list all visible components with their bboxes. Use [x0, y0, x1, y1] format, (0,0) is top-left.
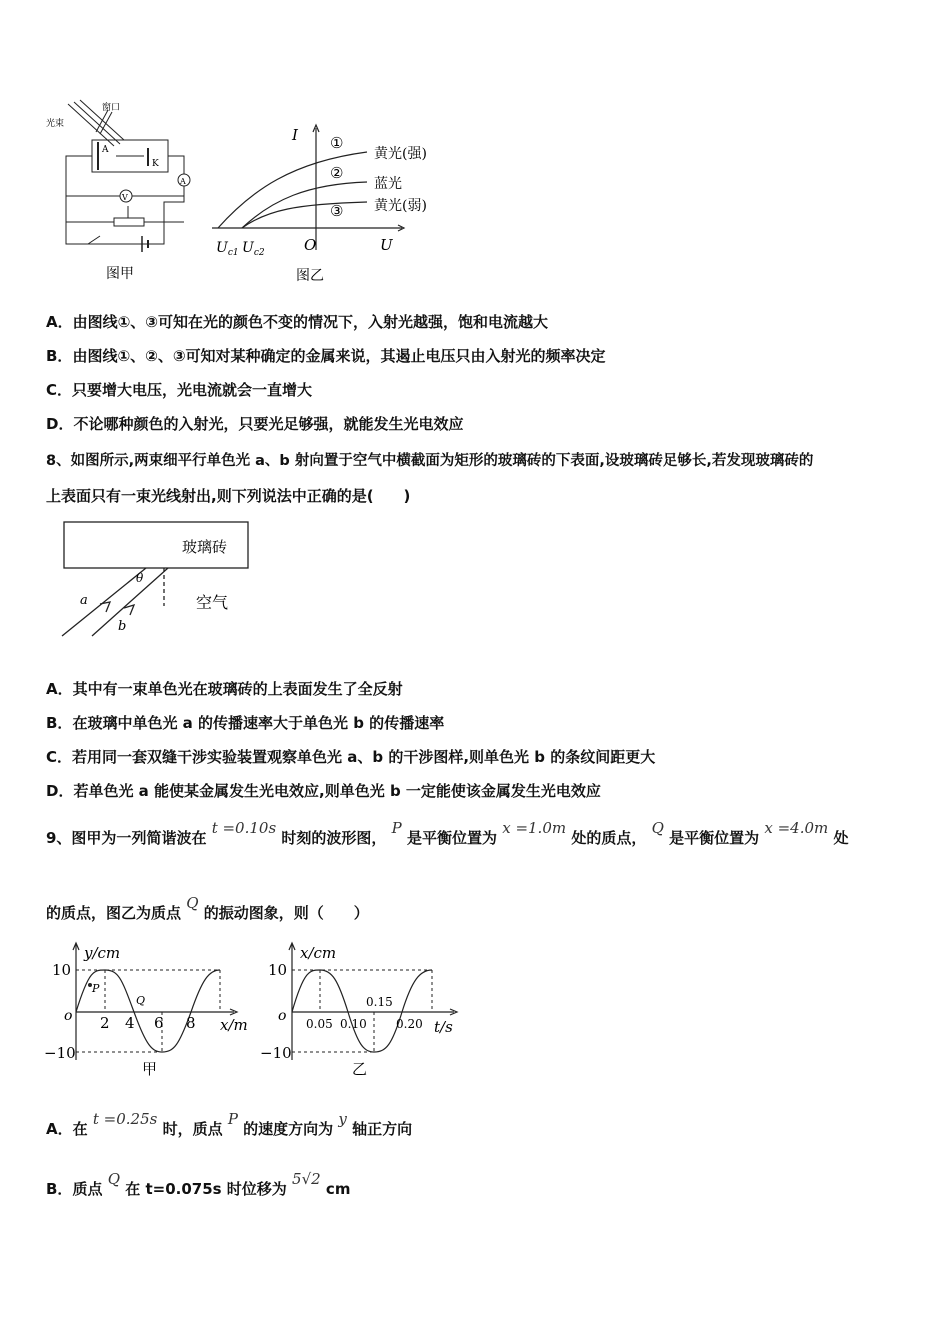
- math-x1: x =1.0m: [502, 819, 567, 837]
- q7-option-a: A．由图线①、③可知在光的颜色不变的情况下，入射光越强，饱和电流越大: [46, 313, 549, 331]
- wave-y-top: 10: [52, 961, 72, 979]
- curve2-label: 蓝光: [374, 176, 402, 192]
- opt-a-math-y: y: [338, 1110, 347, 1128]
- fig7-circuit-diagram: [44, 96, 204, 286]
- vib-caption: 乙: [352, 1060, 368, 1078]
- uc1-label: $U_{c1}$: [216, 240, 239, 258]
- vib-tick-005: 0.05: [306, 1017, 333, 1031]
- q8-option-c: C．若用同一套双缝干涉实验装置观察单色光 a、b 的干涉图样,则单色光 b 的条纹间距更大: [46, 748, 656, 766]
- q8-option-b: B．在玻璃中单色光 a 的传播速率大于单色光 b 的传播速率: [46, 714, 445, 732]
- light-beam-label: 光束: [46, 119, 65, 129]
- cathode-label: K: [152, 159, 159, 169]
- uc2-label: $U_{c2}$: [242, 240, 265, 258]
- q9-option-b: B．质点 Q 在 t=0.075s 时位移为 5√2 cm: [46, 1170, 351, 1198]
- q7-option-d: D．不论哪种颜色的入射光，只要光足够强，就能发生光电效应: [46, 415, 464, 433]
- math-t: t =0.10s: [211, 819, 277, 837]
- axis-u-label: U: [380, 236, 393, 254]
- q9-option-a: A．在 t =0.25s 时，质点 P 的速度方向为 y 轴正方向: [46, 1110, 413, 1138]
- q9-stem-line1: 9、图甲为一列简谐波在 t =0.10s 时刻的波形图， P 是平衡位置为 x =1.0m 处的质点， Q 是平衡位置为 x =4.0m 处: [46, 819, 849, 847]
- curve1-number: ①: [330, 134, 344, 152]
- curve1-label: 黄光(强): [374, 146, 427, 162]
- wave-tick-8: 8: [186, 1014, 196, 1032]
- opt-a-math-p: P: [227, 1110, 238, 1128]
- axis-i-label: I: [292, 126, 298, 144]
- window-label: 窗口: [102, 103, 121, 113]
- fig7-iu-curves: [212, 120, 452, 286]
- theta-label: θ: [136, 571, 144, 585]
- wave-point-p: P: [92, 982, 100, 995]
- opt-b-math-val: 5√2: [292, 1170, 321, 1188]
- air-label: 空气: [196, 593, 229, 612]
- curve3-label: 黄光(弱): [374, 198, 427, 214]
- vib-xlabel: t/s: [434, 1018, 453, 1036]
- wave-tick-2: 2: [100, 1014, 110, 1032]
- fig-jia-caption: 图甲: [106, 266, 134, 282]
- wave-tick-6: 6: [154, 1014, 164, 1032]
- vib-origin: o: [278, 1008, 287, 1024]
- q7-option-c: C．只要增大电压，光电流就会一直增大: [46, 381, 313, 399]
- vib-tick-020: 0.20: [396, 1017, 423, 1031]
- wave-origin: o: [64, 1008, 73, 1024]
- wave-y-bot: −10: [44, 1044, 76, 1062]
- wave-caption: 甲: [142, 1060, 158, 1078]
- opt-a-math-t: t =0.25s: [92, 1110, 158, 1128]
- ray-a-label: a: [80, 593, 88, 608]
- math-q: Q: [651, 819, 664, 837]
- opt-b-math-q: Q: [107, 1170, 120, 1188]
- curve3-number: ③: [330, 202, 344, 220]
- voltmeter-label: V: [122, 193, 128, 202]
- ray-b-label: b: [118, 619, 127, 634]
- math-q2: Q: [186, 894, 199, 912]
- q9-wave-graph: [44, 940, 264, 1080]
- q8-stem-line2: 上表面只有一束光线射出,则下列说法中正确的是( ): [46, 487, 411, 505]
- fig-yi-caption: 图乙: [296, 268, 324, 284]
- q8-option-a: A．其中有一束单色光在玻璃砖的上表面发生了全反射: [46, 680, 403, 698]
- anode-label: A: [102, 145, 109, 155]
- q8-glass-diagram: [56, 516, 256, 642]
- vib-tick-010: 0.10: [340, 1017, 367, 1031]
- wave-tick-4: 4: [125, 1014, 135, 1032]
- math-x4: x =4.0m: [764, 819, 829, 837]
- wave-ylabel: y/cm: [84, 944, 121, 962]
- q9-vibration-graph: [258, 940, 468, 1080]
- vib-tick-015: 0.15: [366, 995, 393, 1009]
- wave-point-q: Q: [136, 994, 146, 1007]
- curve2-number: ②: [330, 164, 344, 182]
- vib-y-top: 10: [268, 961, 288, 979]
- ammeter-label: A: [180, 177, 186, 186]
- q8-stem-line1: 8、如图所示,两束细平行单色光 a、b 射向置于空气中横截面为矩形的玻璃砖的下表面,设玻璃砖足够长,若发现玻璃砖的: [46, 453, 814, 469]
- q7-option-b: B．由图线①、②、③可知对某种确定的金属来说，其遏止电压只由入射光的频率决定: [46, 347, 606, 365]
- q8-option-d: D．若单色光 a 能使某金属发生光电效应,则单色光 b 一定能使该金属发生光电效应: [46, 782, 601, 800]
- vib-y-bot: −10: [260, 1044, 292, 1062]
- glass-label: 玻璃砖: [182, 538, 228, 556]
- q9-stem-line2: 的质点，图乙为质点 Q 的振动图象，则（ ）: [46, 894, 369, 922]
- math-p: P: [391, 819, 402, 837]
- vib-ylabel: x/cm: [300, 944, 337, 962]
- wave-xlabel: x/m: [220, 1016, 248, 1034]
- origin-label: O: [304, 236, 317, 254]
